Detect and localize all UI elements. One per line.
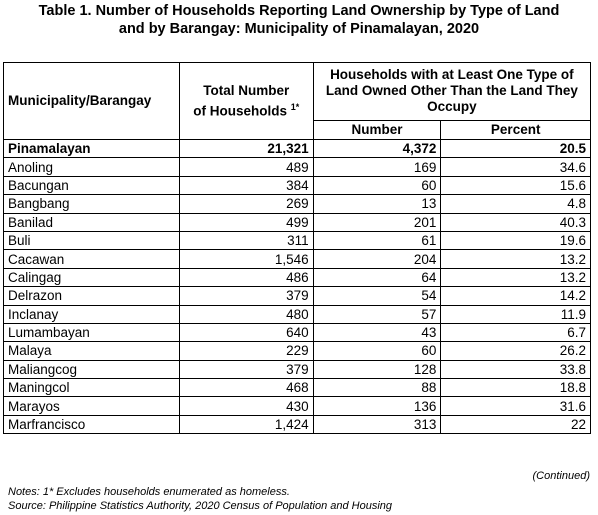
- total-households-cell: 480: [179, 305, 313, 323]
- table-row: [4, 305, 591, 323]
- header-total-line-2: of Households: [193, 103, 288, 119]
- table-row: [4, 342, 591, 360]
- percent-cell: 18.8: [441, 379, 591, 397]
- barangay-name-cell: Bacungan: [4, 176, 180, 194]
- number-cell: 43: [313, 323, 441, 341]
- header-total-superscript: 1*: [290, 101, 300, 112]
- barangay-name-cell: Pinamalayan: [4, 140, 180, 158]
- header-municipality: Municipality/Barangay: [4, 63, 180, 140]
- barangay-name-cell: Malaya: [4, 342, 180, 360]
- header-number: Number: [313, 120, 441, 139]
- total-households-cell: 379: [179, 287, 313, 305]
- table-row: [4, 231, 591, 249]
- total-households-cell: 430: [179, 397, 313, 415]
- table-row: [4, 213, 591, 231]
- table-row-total: [4, 140, 591, 158]
- percent-cell: 6.7: [441, 323, 591, 341]
- source-line: Source: Philippine Statistics Authority, 2020 Census of Population and Housing: [8, 500, 393, 512]
- total-households-cell: 489: [179, 158, 313, 176]
- table-row: [4, 323, 591, 341]
- table-row: [4, 195, 591, 213]
- percent-cell: 13.2: [441, 268, 591, 286]
- number-cell: 313: [313, 415, 441, 433]
- number-cell: 13: [313, 195, 441, 213]
- number-cell: 60: [313, 342, 441, 360]
- table-row: [4, 287, 591, 305]
- percent-cell: 15.6: [441, 176, 591, 194]
- number-cell: 61: [313, 231, 441, 249]
- barangay-name-cell: Banilad: [4, 213, 180, 231]
- percent-cell: 19.6: [441, 231, 591, 249]
- total-households-cell: 21,321: [179, 140, 313, 158]
- percent-cell: 14.2: [441, 287, 591, 305]
- percent-cell: 40.3: [441, 213, 591, 231]
- barangay-name-cell: Marayos: [4, 397, 180, 415]
- header-group: Households with at Least One Type of Land Owned Other Than the Land They Occupy: [313, 63, 590, 121]
- barangay-name-cell: Delrazon: [4, 287, 180, 305]
- number-cell: 201: [313, 213, 441, 231]
- total-households-cell: 269: [179, 195, 313, 213]
- percent-cell: 13.2: [441, 250, 591, 268]
- table-row: [4, 360, 591, 378]
- table-row: [4, 250, 591, 268]
- number-cell: 136: [313, 397, 441, 415]
- table-row: [4, 379, 591, 397]
- total-households-cell: 486: [179, 268, 313, 286]
- number-cell: 64: [313, 268, 441, 286]
- title-line-2: and by Barangay: Municipality of Pinamalayan, 2020: [118, 21, 480, 37]
- percent-cell: 31.6: [441, 397, 591, 415]
- barangay-name-cell: Marfrancisco: [4, 415, 180, 433]
- table-row: [4, 176, 591, 194]
- barangay-name-cell: Buli: [4, 231, 180, 249]
- total-households-cell: 311: [179, 231, 313, 249]
- table-row: [4, 158, 591, 176]
- barangay-name-cell: Lumambayan: [4, 323, 180, 341]
- percent-cell: 22: [441, 415, 591, 433]
- total-households-cell: 1,546: [179, 250, 313, 268]
- total-households-cell: 229: [179, 342, 313, 360]
- number-cell: 128: [313, 360, 441, 378]
- table-title: [0, 2, 598, 38]
- barangay-name-cell: Maningcol: [4, 379, 180, 397]
- number-cell: 57: [313, 305, 441, 323]
- percent-cell: 26.2: [441, 342, 591, 360]
- number-cell: 54: [313, 287, 441, 305]
- percent-cell: 20.5: [441, 140, 591, 158]
- header-total-households: [179, 63, 313, 140]
- barangay-name-cell: Maliangcog: [4, 360, 180, 378]
- number-cell: 60: [313, 176, 441, 194]
- notes-line: Notes: 1* Excludes households enumerated as homeless.: [8, 486, 290, 498]
- table-row: [4, 415, 591, 433]
- barangay-name-cell: Inclanay: [4, 305, 180, 323]
- barangay-name-cell: Anoling: [4, 158, 180, 176]
- total-households-cell: 1,424: [179, 415, 313, 433]
- households-table: [3, 62, 591, 434]
- number-cell: 169: [313, 158, 441, 176]
- barangay-name-cell: Calingag: [4, 268, 180, 286]
- table-row: [4, 268, 591, 286]
- total-households-cell: 384: [179, 176, 313, 194]
- table-row: [4, 397, 591, 415]
- notes-block: [8, 485, 392, 513]
- header-percent: Percent: [441, 120, 591, 139]
- number-cell: 88: [313, 379, 441, 397]
- barangay-name-cell: Cacawan: [4, 250, 180, 268]
- total-households-cell: 468: [179, 379, 313, 397]
- total-households-cell: 499: [179, 213, 313, 231]
- percent-cell: 4.8: [441, 195, 591, 213]
- percent-cell: 33.8: [441, 360, 591, 378]
- continued-note: (Continued): [532, 470, 590, 482]
- number-cell: 4,372: [313, 140, 441, 158]
- barangay-name-cell: Bangbang: [4, 195, 180, 213]
- percent-cell: 34.6: [441, 158, 591, 176]
- total-households-cell: 640: [179, 323, 313, 341]
- title-line-1: Table 1. Number of Households Reporting Land Ownership by Type of Land: [38, 3, 560, 19]
- number-cell: 204: [313, 250, 441, 268]
- total-households-cell: 379: [179, 360, 313, 378]
- percent-cell: 11.9: [441, 305, 591, 323]
- header-total-line-1: Total Number: [203, 82, 290, 98]
